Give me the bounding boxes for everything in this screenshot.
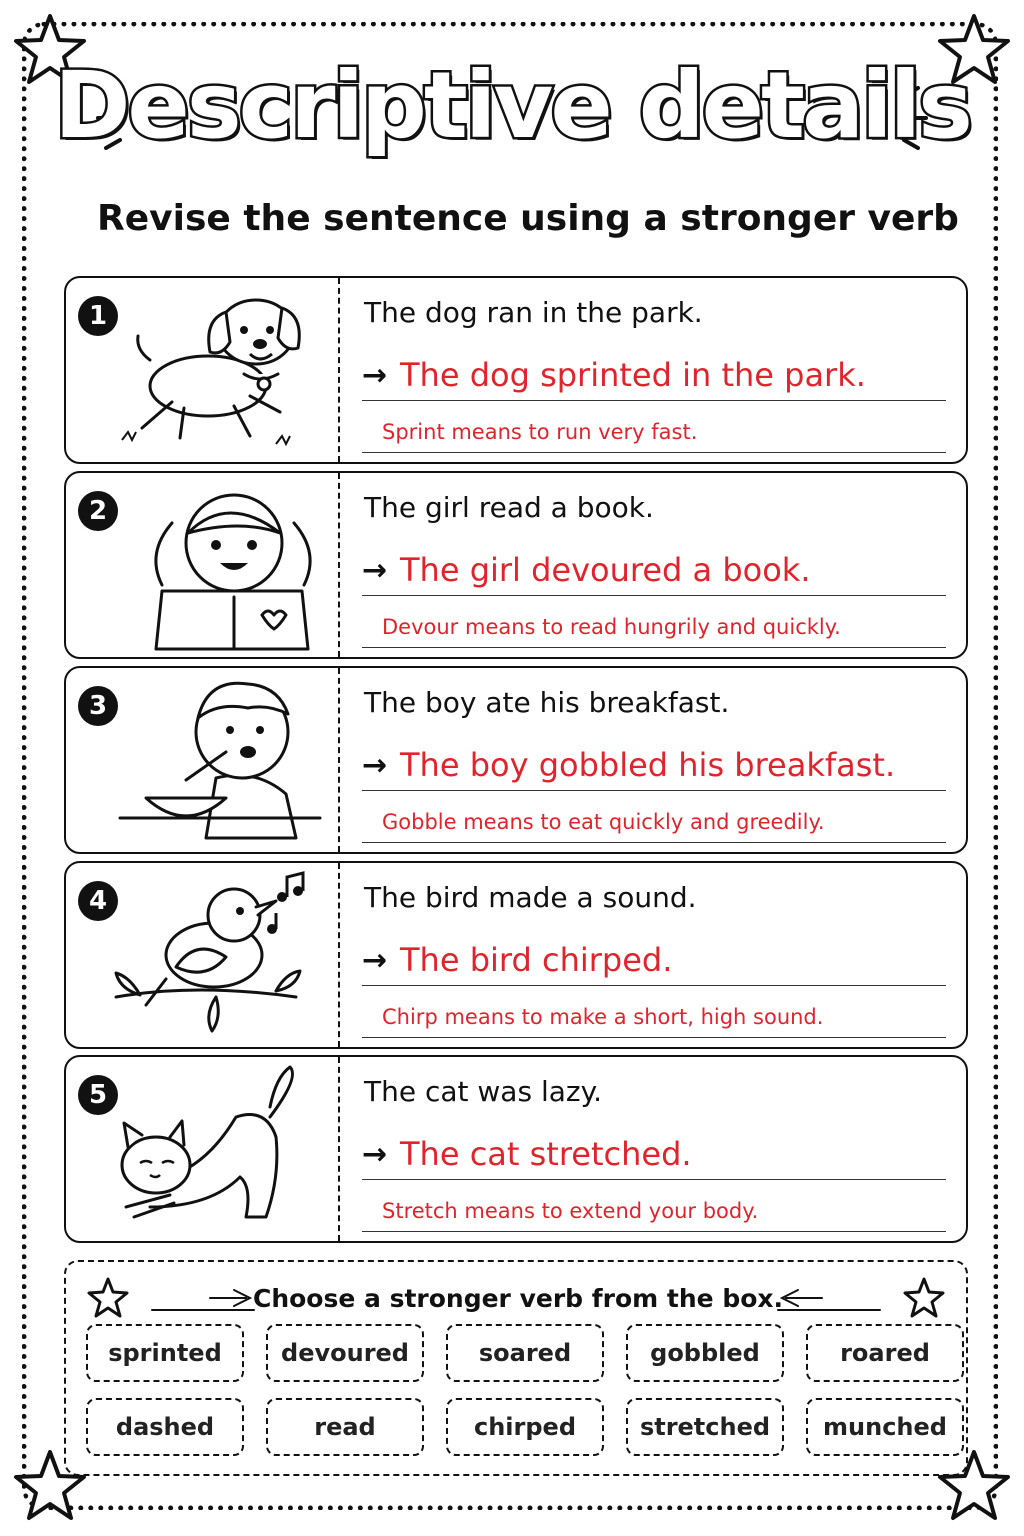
cat-stretching-icon <box>66 1057 338 1241</box>
bird-singing-icon <box>66 863 338 1047</box>
item-number-badge: 1 <box>78 296 118 336</box>
exercise-card-5 <box>64 1055 968 1243</box>
arrow-icon: → <box>362 1137 388 1172</box>
verb-meaning: Stretch means to extend your body. <box>382 1199 759 1223</box>
exercise-card-4 <box>64 861 968 1049</box>
original-sentence: The boy ate his breakfast. <box>364 686 730 719</box>
revised-sentence: The dog sprinted in the park. <box>400 356 866 394</box>
word-choice[interactable]: soared <box>446 1324 604 1382</box>
picture-panel <box>66 278 340 462</box>
picture-panel <box>66 473 340 657</box>
page-title: Descriptive details <box>54 52 970 159</box>
revised-sentence: The boy gobbled his breakfast. <box>400 746 896 784</box>
revised-answer-line[interactable] <box>362 356 946 401</box>
meaning-line <box>362 1001 946 1038</box>
meaning-line <box>362 806 946 843</box>
girl-reading-icon <box>66 473 338 657</box>
exercise-card-2 <box>64 471 968 659</box>
boy-eating-icon <box>66 668 338 852</box>
page-subtitle: Revise the sentence using a stronger verb <box>97 198 959 239</box>
exercise-card-1 <box>64 276 968 464</box>
word-choice[interactable]: read <box>266 1398 424 1456</box>
revised-answer-line[interactable] <box>362 551 946 596</box>
item-number-badge: 3 <box>78 686 118 726</box>
original-sentence: The girl read a book. <box>364 491 654 524</box>
arrow-icon: → <box>362 748 388 783</box>
revised-sentence: The bird chirped. <box>400 941 673 979</box>
item-number-badge: 5 <box>78 1075 118 1115</box>
word-choice[interactable]: dashed <box>86 1398 244 1456</box>
item-number-badge: 4 <box>78 881 118 921</box>
meaning-line <box>362 611 946 648</box>
verb-meaning: Devour means to read hungrily and quickly. <box>382 615 841 639</box>
picture-panel <box>66 863 340 1047</box>
picture-panel <box>66 668 340 852</box>
word-bank-box <box>64 1260 968 1476</box>
verb-meaning: Gobble means to eat quickly and greedily. <box>382 810 825 834</box>
revised-answer-line[interactable] <box>362 746 946 791</box>
word-choice[interactable]: gobbled <box>626 1324 784 1382</box>
revised-sentence: The girl devoured a book. <box>400 551 811 589</box>
word-choice[interactable]: stretched <box>626 1398 784 1456</box>
exercise-card-3 <box>64 666 968 854</box>
dog-running-icon <box>66 278 338 462</box>
verb-meaning: Chirp means to make a short, high sound. <box>382 1005 824 1029</box>
picture-panel <box>66 1057 340 1241</box>
arrow-icon: → <box>362 553 388 588</box>
original-sentence: The dog ran in the park. <box>364 296 703 329</box>
revised-answer-line[interactable] <box>362 1135 946 1180</box>
arrow-icon: → <box>362 943 388 978</box>
word-choice[interactable]: sprinted <box>86 1324 244 1382</box>
word-choice[interactable]: munched <box>806 1398 964 1456</box>
arrow-icon: → <box>362 358 388 393</box>
word-choice[interactable]: roared <box>806 1324 964 1382</box>
verb-meaning: Sprint means to run very fast. <box>382 420 698 444</box>
item-number-badge: 2 <box>78 491 118 531</box>
word-choice[interactable]: chirped <box>446 1398 604 1456</box>
word-bank-title: Choose a stronger verb from the box. <box>252 1284 784 1313</box>
meaning-line <box>362 1195 946 1232</box>
revised-answer-line[interactable] <box>362 941 946 986</box>
word-choice[interactable]: devoured <box>266 1324 424 1382</box>
revised-sentence: The cat stretched. <box>400 1135 692 1173</box>
original-sentence: The bird made a sound. <box>364 881 697 914</box>
meaning-line <box>362 416 946 453</box>
original-sentence: The cat was lazy. <box>364 1075 603 1108</box>
